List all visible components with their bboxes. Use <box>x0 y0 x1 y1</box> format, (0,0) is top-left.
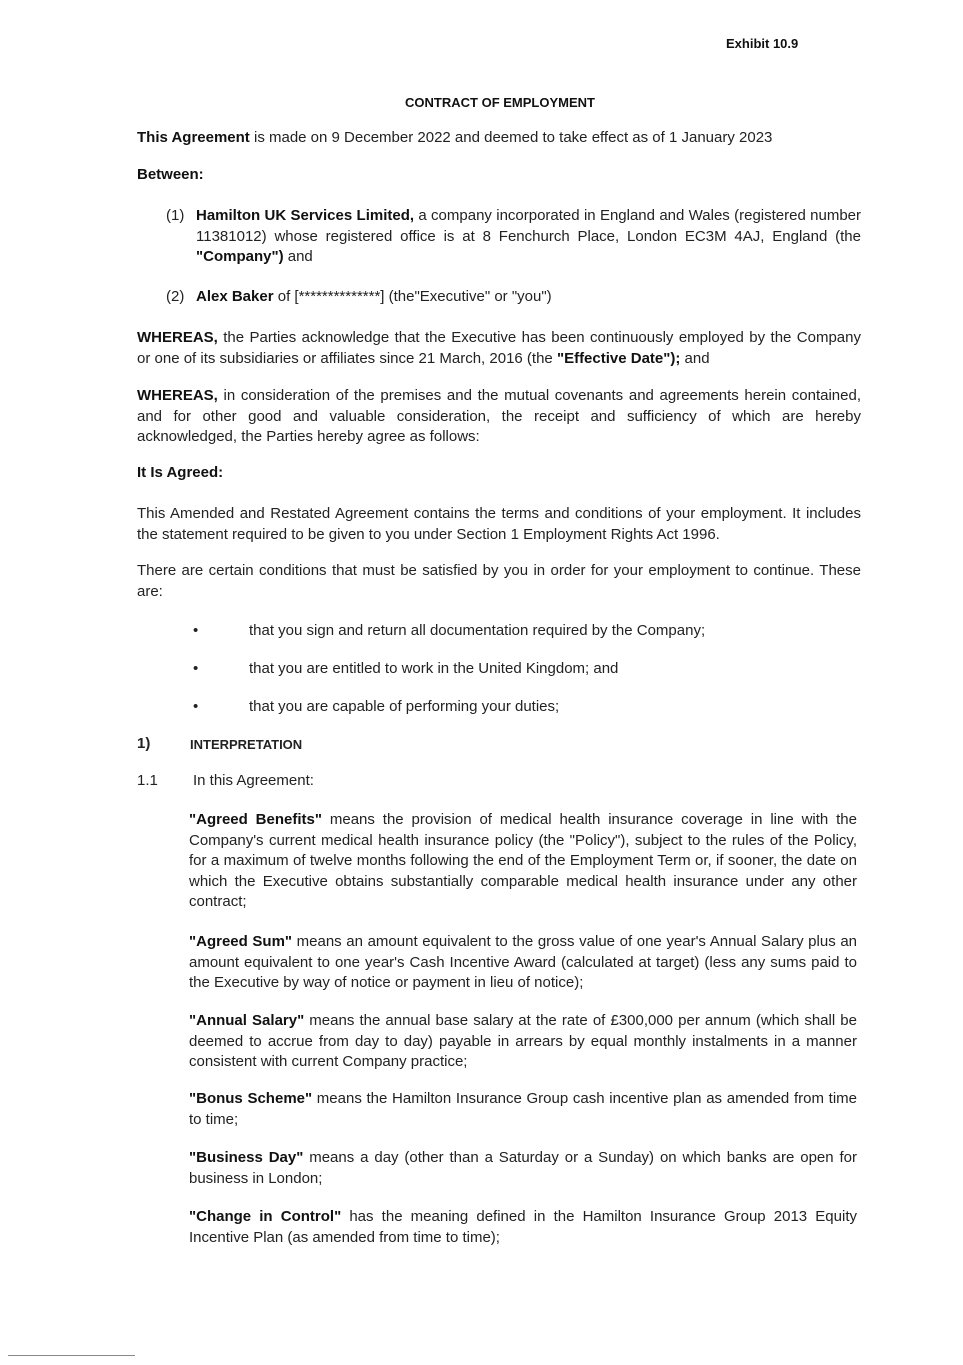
whereas-2 <box>137 386 861 448</box>
definition-term: "Business Day" <box>189 1149 304 1166</box>
bullet-marker: • <box>193 622 199 639</box>
body-paragraph: This Amended and Restated Agreement contains the terms and conditions of your employment. It includes the statement required to be given to you under Section 1 Employment Rights Act 1996. <box>137 505 861 543</box>
bullet-marker: • <box>193 660 199 677</box>
definition-term: "Bonus Scheme" <box>189 1090 313 1107</box>
intro-paragraph <box>137 128 861 149</box>
intro-text: is made on 9 December 2022 and deemed to take effect as of 1 January 2023 <box>249 129 773 146</box>
whereas-lead: WHEREAS, <box>137 387 218 404</box>
whereas-defined-term: "Effective Date"); <box>556 349 681 367</box>
party-description: of [**************] (the"Executive" or "you") <box>273 288 552 305</box>
party-2 <box>166 287 861 308</box>
definition-bonus-scheme <box>189 1089 857 1130</box>
section-title: INTERPRETATION <box>190 737 303 752</box>
party-number: (1) <box>166 207 185 224</box>
definition-term: "Change in Control" <box>189 1208 342 1225</box>
definition-change-in-control <box>189 1207 857 1248</box>
whereas-text: the Parties acknowledge that the Executive has been continuously employed by the Company or one of its subsidiaries or affiliates since 21 March, 2016 (the <box>137 329 861 367</box>
definition-agreed-benefits <box>189 810 857 913</box>
party-text <box>196 287 861 308</box>
party-conjunction: and <box>283 248 313 265</box>
definition-annual-salary <box>189 1011 857 1073</box>
footnote-rule <box>8 1355 135 1356</box>
party-name: Alex Baker <box>196 288 274 305</box>
definition-term: "Agreed Sum" <box>189 933 293 950</box>
agreed-label: It Is Agreed: <box>137 464 224 481</box>
party-number: (2) <box>166 288 185 305</box>
party-1 <box>166 206 861 268</box>
party-description: a company incorporated in England and Wales (registered number 11381012) whose registered office is at 8 Fenchurch Place, London EC3M 4AJ, England (the <box>196 207 862 245</box>
exhibit-label: Exhibit 10.9 <box>726 36 799 51</box>
bullet-marker: • <box>193 698 199 715</box>
between-label: Between: <box>137 166 204 183</box>
whereas-lead: WHEREAS, <box>137 329 218 346</box>
intro-lead: This Agreement <box>137 129 250 146</box>
definition-business-day <box>189 1148 857 1189</box>
condition-item: that you are entitled to work in the United Kingdom; and <box>249 660 619 677</box>
definition-text: means an amount equivalent to the gross value of one year's Annual Salary plus an amount equivalent to one year's Cash Incentive Award (calculated at target) (less any sums paid to the Executive by way of notice or payment in lieu of notice); <box>189 933 857 991</box>
definition-agreed-sum <box>189 932 857 994</box>
whereas-text: in consideration of the premises and the mutual covenants and agreements herein contained, and for other good and valuable consideration, the receipt and sufficiency of which are hereby acknowledged, the Parties hereby agree as follows: <box>137 387 861 445</box>
definition-term: "Annual Salary" <box>189 1012 305 1029</box>
document-title: CONTRACT OF EMPLOYMENT <box>405 95 595 110</box>
whereas-1 <box>137 328 861 369</box>
definition-text: means a day (other than a Saturday or a Sunday) on which banks are open for business in London; <box>189 1149 857 1187</box>
condition-item: that you are capable of performing your duties; <box>249 698 560 715</box>
section-number: 1) <box>137 735 151 752</box>
subsection-number: 1.1 <box>137 772 158 789</box>
whereas-conjunction: and <box>680 349 710 367</box>
definition-text: has the meaning defined in the Hamilton Insurance Group 2013 Equity Incentive Plan (as amended from time to time); <box>189 1208 857 1246</box>
definition-text: means the provision of medical health insurance coverage in line with the Company's current medical health insurance policy (the "Policy"), subject to the rules of the Policy, for a maximum of twelve months following the end of the Employment Term or, if sooner, the date on which the Executive obtains substantially comparable medical health insurance under any other contract; <box>189 811 857 910</box>
condition-item: that you sign and return all documentation required by the Company; <box>249 622 706 639</box>
definition-term: "Agreed Benefits" <box>189 811 322 828</box>
party-name: Hamilton UK Services Limited, <box>196 207 415 224</box>
body-paragraph: There are certain conditions that must be satisfied by you in order for your employment to continue. These are: <box>137 562 861 600</box>
definition-text: means the annual base salary at the rate of £300,000 per annum (which shall be deemed to accrue from day to day) payable in arrears by equal monthly instalments in a manner consistent with current Company practice; <box>189 1012 857 1070</box>
definition-text: means the Hamilton Insurance Group cash incentive plan as amended from time to time; <box>189 1090 857 1128</box>
party-defined-term: "Company") <box>196 248 284 265</box>
subsection-text: In this Agreement: <box>193 772 314 789</box>
party-text <box>196 206 861 268</box>
